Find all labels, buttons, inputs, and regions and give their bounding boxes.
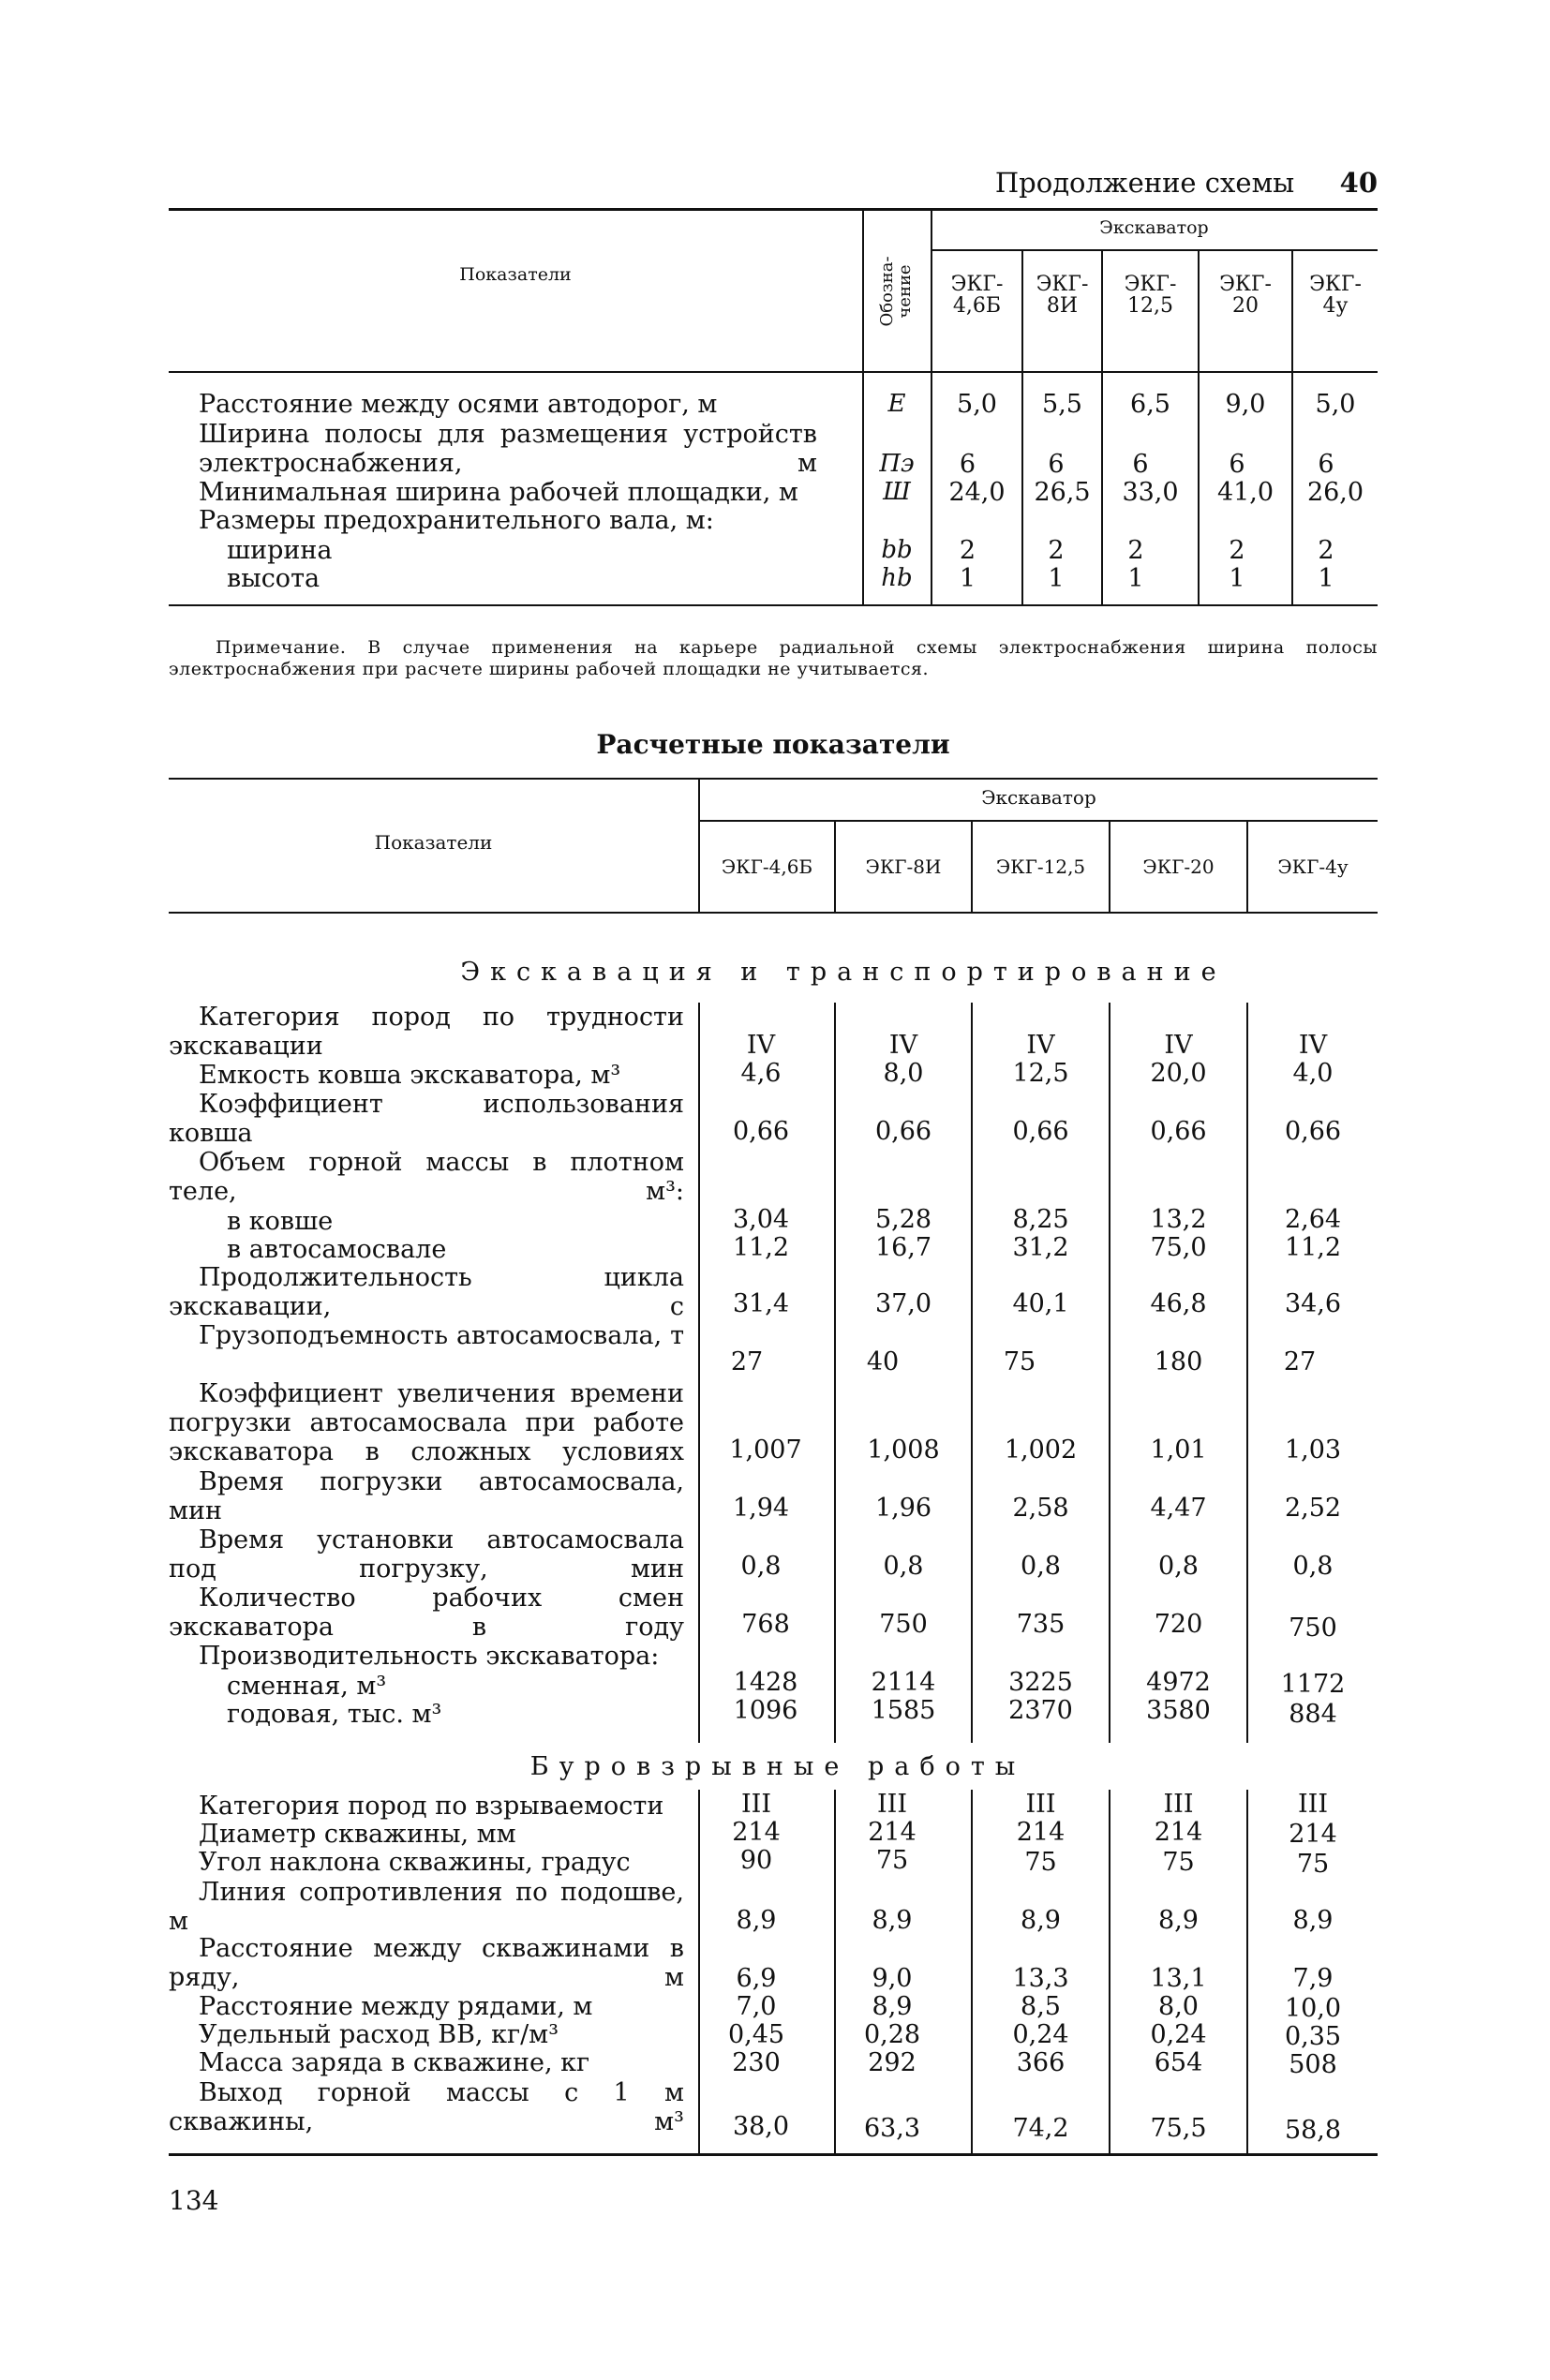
- table1-cell: 33,0: [1122, 478, 1179, 507]
- table1-cell: 2: [1229, 536, 1245, 565]
- table2-cell: 0,66: [1012, 1117, 1069, 1146]
- table2-cell: 13,1: [1150, 1964, 1207, 1993]
- table2-cell: 63,3: [863, 2114, 921, 2143]
- table2-row-label: Время погрузки автосамосвала, мин: [169, 1467, 684, 1525]
- table1-cell: 24,0: [948, 478, 1006, 507]
- table2-cell: 8,9: [736, 1906, 777, 1935]
- table2-cell: 75: [875, 1846, 909, 1875]
- table2-col-3: ЭКГ-20: [1142, 855, 1215, 878]
- table2-cell: 2114: [871, 1668, 936, 1697]
- table2-cell: 8,5: [1021, 1992, 1061, 2021]
- table1-symbol: Ш: [883, 478, 911, 506]
- table2-cell: 750: [1289, 1614, 1337, 1643]
- table2-cell: 1,94: [732, 1494, 790, 1523]
- table2-cell: 75,0: [1150, 1233, 1207, 1262]
- table2-cell: 11,2: [1284, 1233, 1342, 1262]
- table2-cell: 5,28: [874, 1205, 932, 1234]
- table1-symbol: E: [887, 390, 906, 418]
- table2-cell: 6,9: [736, 1964, 777, 1993]
- table2-cell: 0,66: [874, 1117, 932, 1146]
- table1-col-3: ЭКГ- 20: [1219, 273, 1272, 319]
- table1-cell: 2: [1318, 536, 1334, 565]
- table2-cell: 884: [1289, 1700, 1337, 1729]
- table2-cell: 11,2: [732, 1233, 790, 1262]
- table2-row-label: Диаметр скважины, мм: [199, 1820, 516, 1849]
- table2-row-label: Продолжительность цикла экскавации, с: [169, 1263, 684, 1321]
- table2-cell: 1172: [1280, 1670, 1346, 1699]
- table2-row-label: Удельный расход ВВ, кг/м³: [199, 2020, 559, 2049]
- table2-row-label: Категория пород по взрываемости: [199, 1792, 664, 1821]
- table2-cell: 75: [1296, 1850, 1330, 1879]
- table2-row-label: в автосамосвале: [227, 1235, 447, 1264]
- table2-col-4: ЭКГ-4у: [1277, 855, 1349, 878]
- table2-cell: III: [1163, 1790, 1194, 1819]
- table2-cell: 1,002: [1004, 1435, 1078, 1465]
- table2-cell: 8,9: [1158, 1906, 1199, 1935]
- table2-cell: 74,2: [1012, 2114, 1069, 2143]
- table2-cell: 8,25: [1012, 1205, 1069, 1234]
- continuation-text: Продолжение схемы: [994, 167, 1295, 199]
- table2-cell: 654: [1154, 2048, 1203, 2077]
- table1-cell: 26,5: [1034, 478, 1091, 507]
- table1-row-label: Минимальная ширина рабочей площадки, м: [199, 478, 798, 507]
- table2-cell: 75: [1024, 1848, 1057, 1877]
- table2-row-label: Время установки автосамосвала под погрузку, мин: [169, 1525, 684, 1584]
- section-heading: Экскавация и транспортирование: [460, 958, 1227, 987]
- table2-cell: 2,52: [1284, 1494, 1342, 1523]
- table2-cell: IV: [888, 1031, 918, 1060]
- table2-cell: 1096: [733, 1696, 798, 1725]
- table2-cell: 1585: [871, 1696, 936, 1725]
- table2-cell: 4972: [1146, 1668, 1211, 1697]
- table1-cell: 5,0: [1315, 390, 1356, 419]
- table2-cell: 3,04: [732, 1205, 790, 1234]
- table2-cell: IV: [1298, 1031, 1328, 1060]
- table2-row-label: Категория пород по трудности экскавации: [169, 1003, 684, 1061]
- table2-row-label: сменная, м³: [227, 1672, 387, 1701]
- table1-cell: 6: [1132, 450, 1149, 479]
- table2-cell: 0,8: [1021, 1552, 1061, 1581]
- table2-cell: 31,4: [732, 1289, 790, 1318]
- table2-cell: IV: [746, 1031, 776, 1060]
- table2-cell: 1,01: [1150, 1435, 1207, 1465]
- table2-row-label: Масса заряда в скважине, кг: [199, 2048, 590, 2077]
- table1-symbol: Пэ: [879, 450, 915, 478]
- table2-row-label: Коэффициент увеличения времени погрузки автосамосвала при работе экскаватора в сложных условиях: [169, 1379, 684, 1466]
- table2-row-label: Объем горной массы в плотном теле, м³:: [169, 1148, 684, 1206]
- table2-cell: 3580: [1146, 1696, 1211, 1725]
- table2-cell: 0,66: [1150, 1117, 1207, 1146]
- table1-row-label: Ширина полосы для размещения устройств электроснабжения, м: [199, 420, 817, 478]
- table2-col-1: ЭКГ-8И: [865, 855, 942, 878]
- table2-cell: 40: [866, 1347, 900, 1376]
- table2-cell: 90: [739, 1846, 773, 1875]
- table1-row-label: высота: [227, 564, 320, 593]
- table2-cell: IV: [1164, 1031, 1193, 1060]
- table1-row-label: ширина: [227, 536, 333, 565]
- table2-row-label: Производительность экскаватора:: [199, 1642, 660, 1671]
- table2-row-label: в ковше: [227, 1207, 334, 1236]
- table2-cell: 8,9: [872, 1906, 913, 1935]
- table1-note: Примечание. В случае применения на карьере радиальной схемы электроснабжения ширина полосы электроснабжения при расчете ширины рабочей площадки не учитывается.: [169, 637, 1378, 679]
- table2-cell: 4,6: [740, 1059, 782, 1088]
- table2-cell: 9,0: [872, 1964, 913, 1993]
- table1-cell: 2: [1127, 536, 1144, 565]
- table2-col-0: ЭКГ-4,6Б: [721, 855, 813, 878]
- table2-cell: 40,1: [1012, 1289, 1069, 1318]
- table2-cell: 720: [1154, 1610, 1203, 1639]
- table2-cell: 292: [868, 2048, 917, 2077]
- table1-cell: 1: [959, 564, 976, 593]
- table2-row-label: Выход горной массы с 1 м скважины, м³: [169, 2078, 684, 2136]
- table2-cell: 214: [1289, 1820, 1337, 1849]
- table1-row-label: Расстояние между осями автодорог, м: [199, 390, 718, 419]
- table2-cell: 3225: [1008, 1668, 1073, 1697]
- table2-cell: 180: [1154, 1347, 1203, 1376]
- table2-cell: 8,0: [883, 1059, 924, 1088]
- table1-cell: 6: [1229, 450, 1245, 479]
- table2-cell: 10,0: [1284, 1994, 1342, 2023]
- table1-cell: 6: [959, 450, 976, 479]
- table2-cell: 214: [868, 1818, 917, 1847]
- table2-cell: 0,24: [1012, 2020, 1069, 2049]
- table2-row-label: Количество рабочих смен экскаватора в году: [169, 1584, 684, 1642]
- table2-cell: 0,45: [727, 2020, 785, 2049]
- table2-cell: 4,47: [1150, 1494, 1207, 1523]
- table1-cell: 26,0: [1306, 478, 1364, 507]
- table2-row-label: годовая, тыс. м³: [227, 1700, 442, 1729]
- table1-symbol: hb: [881, 564, 913, 592]
- table1-cell: 2: [1048, 536, 1065, 565]
- table2-title: Расчетные показатели: [596, 729, 950, 760]
- table1-col-0: ЭКГ- 4,6Б: [950, 273, 1004, 319]
- table2-cell: 214: [1016, 1818, 1066, 1847]
- table1-cell: 6: [1318, 450, 1334, 479]
- table2-cell: 31,2: [1012, 1233, 1069, 1262]
- table2-cell: 0,28: [863, 2020, 921, 2049]
- table1-cell: 41,0: [1216, 478, 1274, 507]
- table2-cell: 1,96: [874, 1494, 932, 1523]
- table2-cell: 75,5: [1150, 2114, 1207, 2143]
- table2-cell: 20,0: [1150, 1059, 1207, 1088]
- table2-cell: 0,8: [883, 1552, 924, 1581]
- table2-cell: 16,7: [874, 1233, 932, 1262]
- table2-cell: 7,0: [736, 1992, 777, 2021]
- page-number: 134: [169, 2185, 219, 2216]
- table1-col-1: ЭКГ- 8И: [1036, 273, 1089, 319]
- table2-cell: III: [741, 1790, 771, 1819]
- table2-cell: 75: [1162, 1848, 1195, 1877]
- table2-cell: 0,66: [732, 1117, 790, 1146]
- table2-cell: 1,008: [867, 1435, 940, 1465]
- table1-row-label: Размеры предохранительного вала, м:: [199, 506, 714, 535]
- table1-cell: 1: [1318, 564, 1334, 593]
- table1-cell: 6,5: [1130, 390, 1170, 419]
- table2-cell: 750: [879, 1610, 928, 1639]
- table2-row-label: Угол наклона скважины, градус: [199, 1848, 631, 1877]
- table2-cell: 0,24: [1150, 2020, 1207, 2049]
- table2-cell: 508: [1289, 2050, 1337, 2079]
- table2-col-2: ЭКГ-12,5: [995, 855, 1086, 878]
- continuation-number: 40: [1339, 167, 1378, 199]
- table2-cell: 735: [1016, 1610, 1066, 1639]
- table2-row-label: Расстояние между скважинами в ряду, м: [169, 1934, 684, 1992]
- table2-header-pokazateli: Показатели: [374, 831, 493, 854]
- table2-row-label: Грузоподъемность автосамосвала, т: [199, 1321, 684, 1350]
- table2-cell: 4,0: [1292, 1059, 1334, 1088]
- table2-cell: 8,0: [1158, 1992, 1199, 2021]
- table1-cell: 2: [959, 536, 976, 565]
- table2-row-label: Расстояние между рядами, м: [199, 1992, 593, 2021]
- table2-row-label: Коэффициент использования ковша: [169, 1090, 684, 1148]
- table2-cell: 230: [732, 2048, 781, 2077]
- table1-cell: 5,5: [1042, 390, 1082, 419]
- table2-cell: 366: [1016, 2048, 1066, 2077]
- table1-cell: 9,0: [1225, 390, 1266, 419]
- table2-cell: 0,8: [1292, 1552, 1334, 1581]
- table2-cell: 0,8: [1158, 1552, 1199, 1581]
- table1-cell: 1: [1127, 564, 1144, 593]
- table2-cell: 58,8: [1284, 2116, 1342, 2145]
- table2-cell: 27: [730, 1347, 764, 1376]
- table1-col-2: ЭКГ- 12,5: [1124, 273, 1177, 319]
- continuation-caption: [937, 167, 1378, 199]
- table2-cell: 37,0: [874, 1289, 932, 1318]
- table2-cell: 214: [1154, 1818, 1203, 1847]
- table1-header-pokazateli: Показатели: [459, 264, 572, 285]
- table2-cell: 0,8: [740, 1552, 782, 1581]
- table2-cell: 1,007: [729, 1435, 802, 1465]
- table1-symbol: bb: [881, 536, 913, 564]
- table2-row-label: Линия сопротивления по подошве, м: [169, 1878, 684, 1936]
- table2-cell: IV: [1026, 1031, 1055, 1060]
- table2-cell: 46,8: [1150, 1289, 1207, 1318]
- table1-cell: 5,0: [957, 390, 997, 419]
- table2-row-label: Емкость ковша экскаватора, м³: [199, 1061, 621, 1090]
- table2-cell: 8,9: [872, 1992, 913, 2021]
- table1-cell: 1: [1229, 564, 1245, 593]
- table1-cell: 1: [1048, 564, 1065, 593]
- table2-cell: 2,58: [1012, 1494, 1069, 1523]
- table2-cell: 214: [732, 1818, 781, 1847]
- table1-col-4: ЭКГ- 4у: [1309, 273, 1362, 319]
- table2-cell: III: [877, 1790, 907, 1819]
- table2-cell: III: [1298, 1790, 1328, 1819]
- table2-cell: 768: [741, 1610, 790, 1639]
- table2-cell: 34,6: [1284, 1289, 1342, 1318]
- table2-cell: 2,64: [1284, 1205, 1342, 1234]
- table2-cell: 0,35: [1284, 2022, 1342, 2051]
- table2-header-ekskavator: Экскаватор: [981, 786, 1096, 809]
- table1-header-ekskavator: Экскаватор: [1099, 217, 1209, 238]
- table2-cell: 2370: [1008, 1696, 1073, 1725]
- table2-cell: 13,3: [1012, 1964, 1069, 1993]
- table1-cell: 6: [1048, 450, 1065, 479]
- table2-cell: 13,2: [1150, 1205, 1207, 1234]
- table2-cell: 75: [1003, 1347, 1036, 1376]
- section-heading: Буровзрывные работы: [529, 1752, 1026, 1781]
- table2-cell: 1428: [733, 1668, 798, 1697]
- table2-cell: 8,9: [1292, 1906, 1334, 1935]
- table2-cell: 7,9: [1292, 1964, 1334, 1993]
- table2-cell: 27: [1283, 1347, 1317, 1376]
- table2-cell: 38,0: [732, 2112, 790, 2141]
- table2-cell: 0,66: [1284, 1117, 1342, 1146]
- table2-cell: 1,03: [1284, 1435, 1342, 1465]
- table1-header-oboznachenie: Обозна- чение: [877, 256, 915, 327]
- table2-cell: 12,5: [1012, 1059, 1069, 1088]
- table2-cell: 8,9: [1021, 1906, 1061, 1935]
- table2-cell: III: [1025, 1790, 1056, 1819]
